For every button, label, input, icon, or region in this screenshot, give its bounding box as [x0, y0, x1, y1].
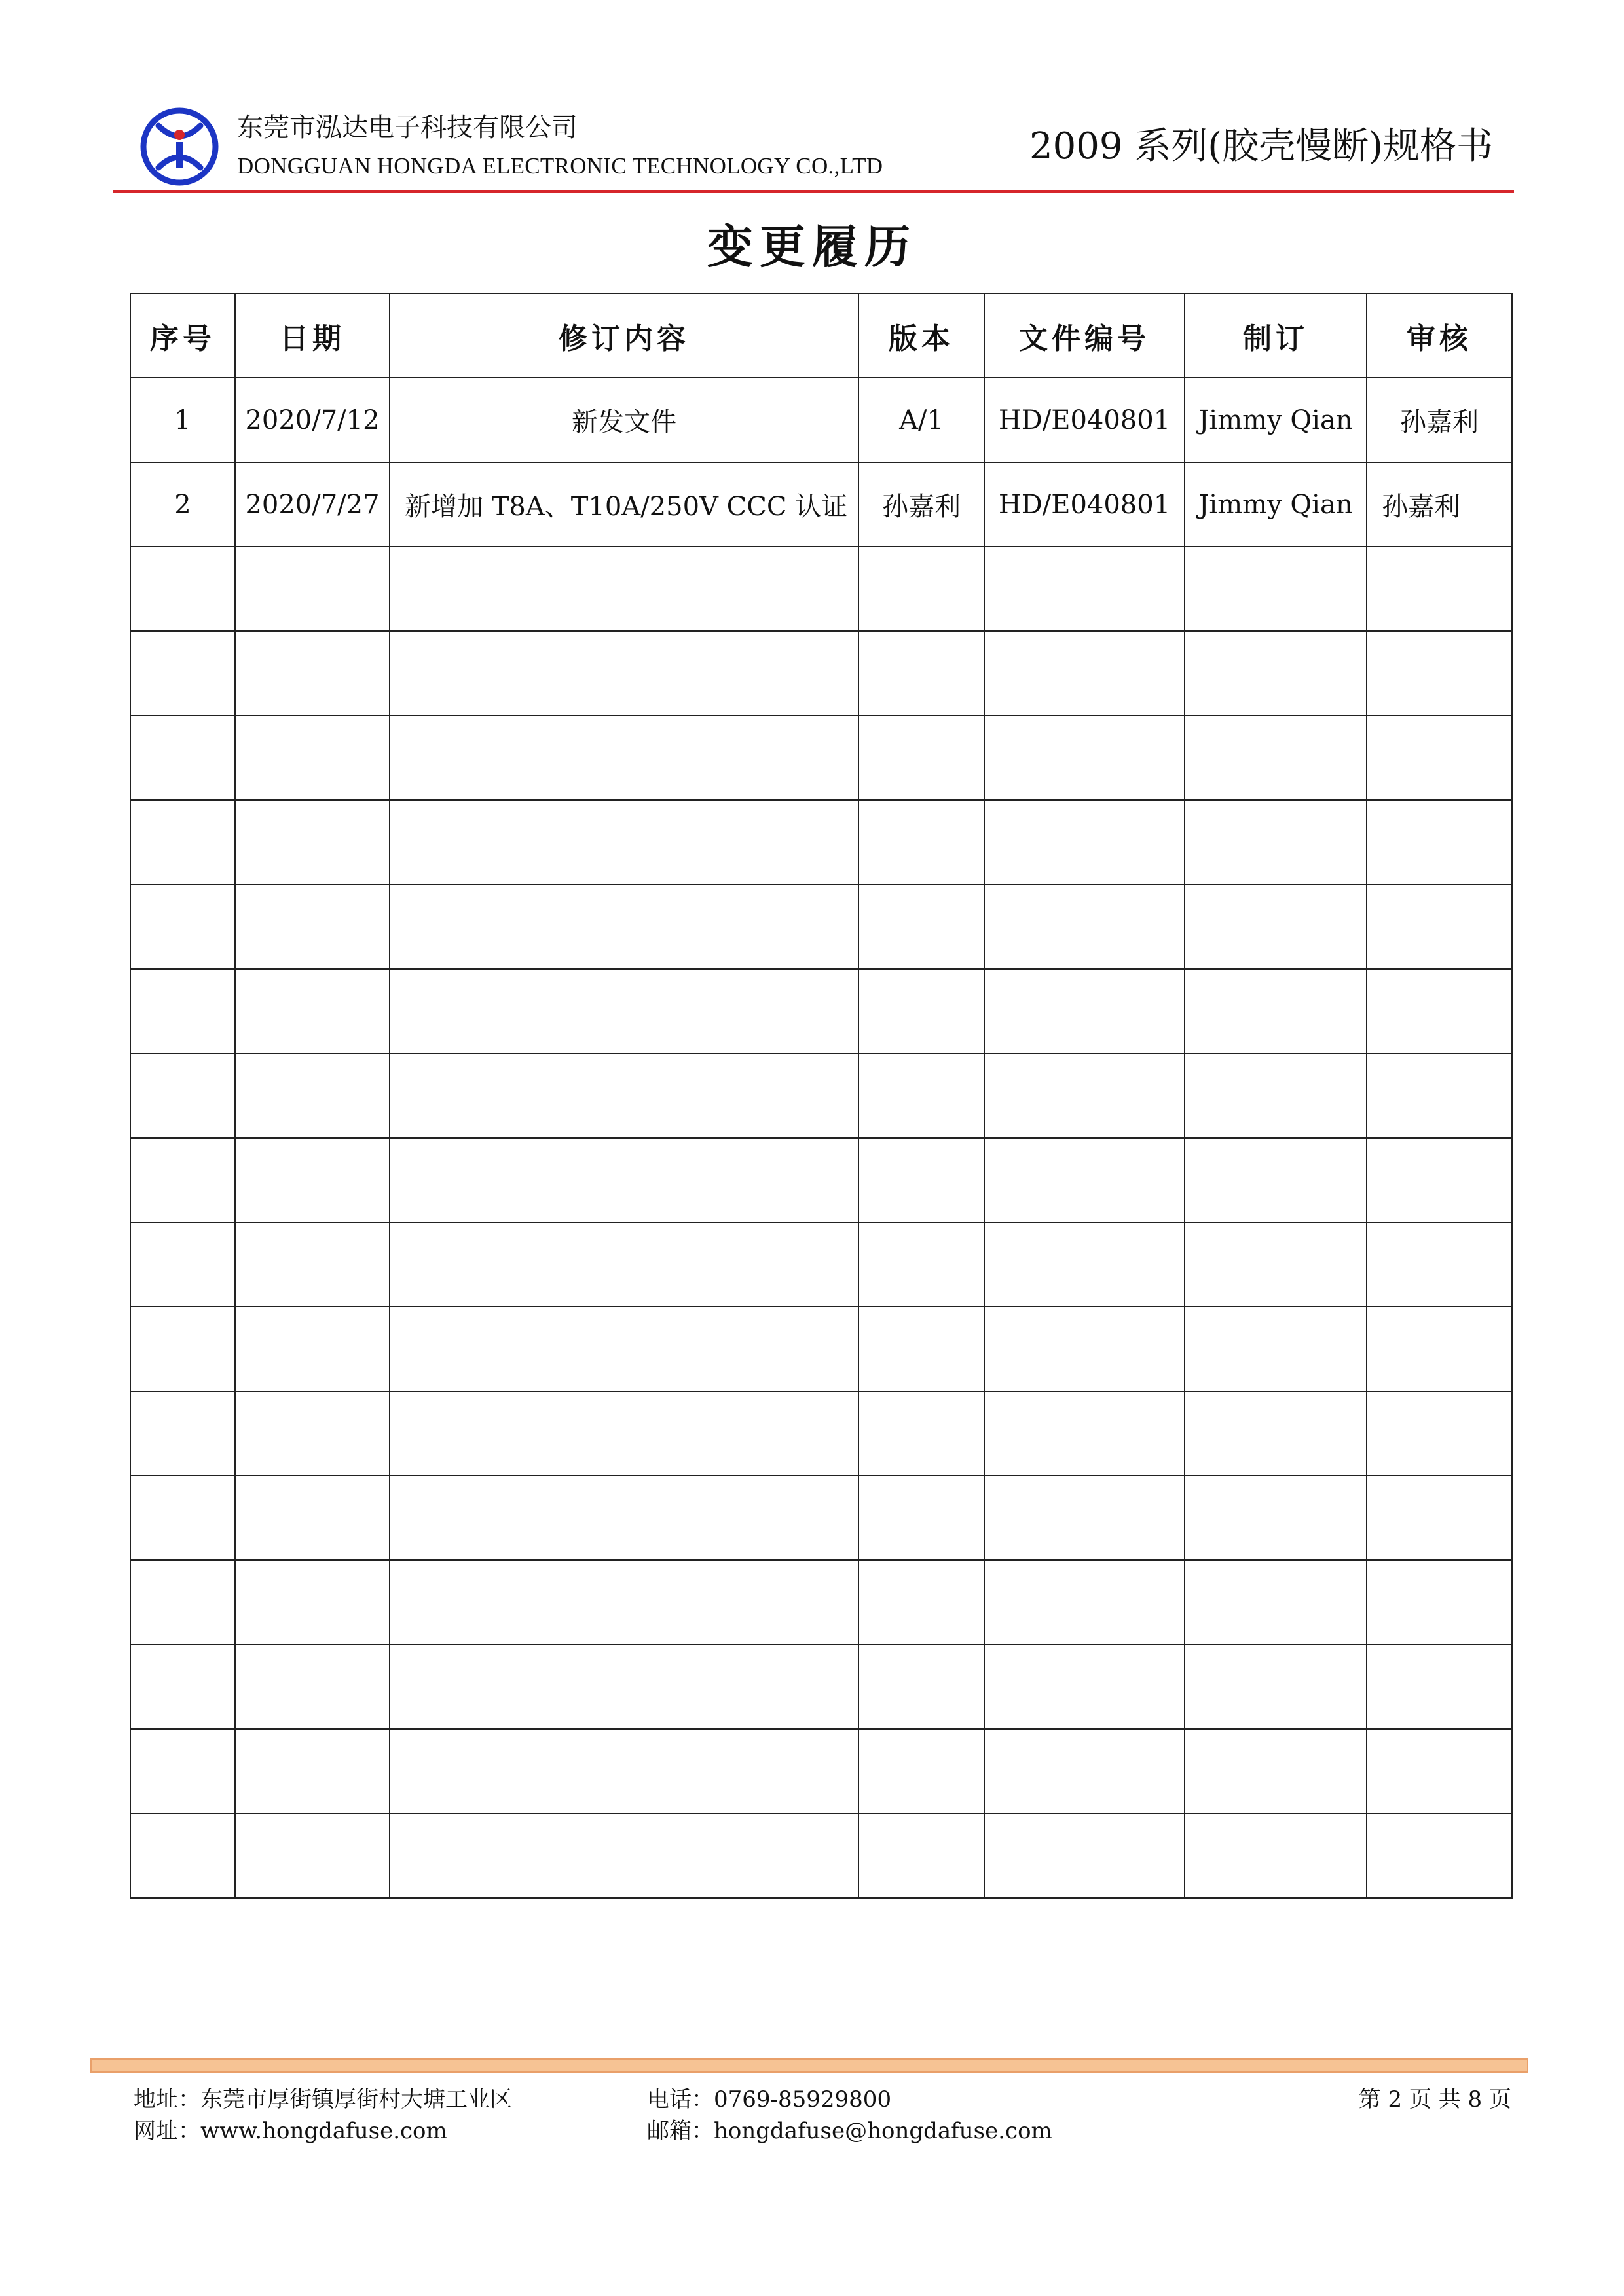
empty-cell — [858, 1053, 984, 1138]
empty-cell — [390, 1476, 858, 1560]
empty-cell — [858, 1813, 984, 1898]
empty-cell — [130, 631, 235, 716]
col-header-content: 修订内容 — [390, 293, 858, 378]
empty-cell — [235, 547, 390, 631]
empty-cell — [1367, 1645, 1512, 1729]
empty-cell — [130, 1222, 235, 1307]
empty-cell — [1367, 884, 1512, 969]
empty-cell — [390, 1138, 858, 1222]
empty-cell — [858, 1222, 984, 1307]
empty-cell — [1185, 884, 1367, 969]
empty-cell — [130, 1645, 235, 1729]
revision-history-table — [130, 293, 1513, 1899]
empty-cell — [1185, 631, 1367, 716]
cell-doc-number: HD/E040801 — [984, 378, 1185, 462]
table-row-empty — [130, 1307, 1512, 1391]
hongda-logo-icon — [139, 106, 220, 187]
table-row-empty — [130, 1645, 1512, 1729]
cell-seq: 2 — [130, 462, 235, 547]
table-row-empty — [130, 884, 1512, 969]
empty-cell — [1185, 716, 1367, 800]
empty-cell — [984, 547, 1185, 631]
empty-cell — [1185, 969, 1367, 1053]
empty-cell — [390, 631, 858, 716]
cell-reviewer: 孙嘉利 — [1367, 462, 1512, 547]
table-row-empty — [130, 1476, 1512, 1560]
empty-cell — [390, 884, 858, 969]
empty-cell — [858, 969, 984, 1053]
empty-cell — [984, 884, 1185, 969]
empty-cell — [1185, 1476, 1367, 1560]
empty-cell — [235, 1222, 390, 1307]
table-row-empty — [130, 716, 1512, 800]
footer-page-number: 第 2 页 共 8 页 — [1358, 2086, 1511, 2113]
empty-cell — [1185, 1560, 1367, 1645]
empty-cell — [235, 1476, 390, 1560]
col-header-seq: 序号 — [130, 293, 235, 378]
table-row-empty — [130, 631, 1512, 716]
empty-cell — [858, 547, 984, 631]
empty-cell — [858, 1391, 984, 1476]
empty-cell — [390, 716, 858, 800]
empty-cell — [390, 1645, 858, 1729]
empty-cell — [130, 1138, 235, 1222]
empty-cell — [858, 1307, 984, 1391]
empty-cell — [235, 800, 390, 884]
empty-cell — [1367, 1307, 1512, 1391]
empty-cell — [1367, 1560, 1512, 1645]
empty-cell — [130, 1813, 235, 1898]
table-row-empty — [130, 1729, 1512, 1813]
document-title: 2009 系列(胶壳慢断)规格书 — [1029, 125, 1493, 168]
footer-email: 邮箱：hongdafuse@hongdafuse.com — [647, 2118, 1052, 2144]
footer-address: 地址：东莞市厚街镇厚街村大塘工业区 — [134, 2086, 512, 2113]
empty-cell — [1185, 1138, 1367, 1222]
cell-doc-number: HD/E040801 — [984, 462, 1185, 547]
empty-cell — [390, 969, 858, 1053]
empty-cell — [984, 631, 1185, 716]
table-row-empty — [130, 1222, 1512, 1307]
empty-cell — [984, 1813, 1185, 1898]
empty-cell — [1185, 1053, 1367, 1138]
table-row-empty — [130, 1053, 1512, 1138]
empty-cell — [130, 969, 235, 1053]
col-header-author: 制订 — [1185, 293, 1367, 378]
empty-cell — [130, 800, 235, 884]
empty-cell — [235, 1813, 390, 1898]
empty-cell — [984, 1138, 1185, 1222]
empty-cell — [130, 1729, 235, 1813]
empty-cell — [1185, 1813, 1367, 1898]
empty-cell — [235, 884, 390, 969]
empty-cell — [390, 1729, 858, 1813]
empty-cell — [235, 631, 390, 716]
empty-cell — [130, 716, 235, 800]
empty-cell — [235, 1645, 390, 1729]
col-header-version: 版本 — [858, 293, 984, 378]
empty-cell — [858, 1560, 984, 1645]
empty-cell — [1185, 1391, 1367, 1476]
empty-cell — [984, 1307, 1185, 1391]
cell-version: A/1 — [858, 378, 984, 462]
cell-date: 2020/7/27 — [235, 462, 390, 547]
empty-cell — [984, 1729, 1185, 1813]
empty-cell — [1367, 547, 1512, 631]
empty-cell — [390, 1813, 858, 1898]
cell-seq: 1 — [130, 378, 235, 462]
empty-cell — [858, 1729, 984, 1813]
header-divider — [113, 190, 1514, 193]
empty-cell — [984, 969, 1185, 1053]
empty-cell — [1367, 1222, 1512, 1307]
col-header-reviewer: 审核 — [1367, 293, 1512, 378]
cell-version: 孙嘉利 — [858, 462, 984, 547]
empty-cell — [235, 1391, 390, 1476]
empty-cell — [858, 1645, 984, 1729]
company-name-cn: 东莞市泓达电子科技有限公司 — [237, 113, 578, 143]
empty-cell — [1185, 1222, 1367, 1307]
footer-website: 网址：www.hongdafuse.com — [134, 2118, 447, 2144]
footer-band — [90, 2058, 1528, 2073]
empty-cell — [235, 1560, 390, 1645]
cell-content: 新发文件 — [390, 378, 858, 462]
table-row-empty — [130, 800, 1512, 884]
empty-cell — [235, 1307, 390, 1391]
empty-cell — [235, 969, 390, 1053]
empty-cell — [1185, 1645, 1367, 1729]
table-row — [130, 378, 1512, 462]
empty-cell — [984, 1222, 1185, 1307]
empty-cell — [1185, 547, 1367, 631]
empty-cell — [1367, 1053, 1512, 1138]
cell-author: Jimmy Qian — [1185, 462, 1367, 547]
cell-content: 新增加 T8A、T10A/250V CCC 认证 — [390, 462, 858, 547]
empty-cell — [984, 800, 1185, 884]
empty-cell — [390, 547, 858, 631]
page-title: 变更履历 — [707, 219, 917, 274]
empty-cell — [235, 1138, 390, 1222]
empty-cell — [858, 1476, 984, 1560]
cell-author: Jimmy Qian — [1185, 378, 1367, 462]
table-header-row — [130, 293, 1512, 378]
table-row — [130, 462, 1512, 547]
empty-cell — [1367, 1391, 1512, 1476]
company-name-en: DONGGUAN HONGDA ELECTRONIC TECHNOLOGY CO.,LTD — [237, 153, 883, 179]
empty-cell — [984, 1476, 1185, 1560]
table-row-empty — [130, 1560, 1512, 1645]
empty-cell — [984, 716, 1185, 800]
empty-cell — [390, 1560, 858, 1645]
empty-cell — [1367, 631, 1512, 716]
empty-cell — [984, 1645, 1185, 1729]
cell-reviewer: 孙嘉利 — [1367, 378, 1512, 462]
empty-cell — [130, 1053, 235, 1138]
empty-cell — [984, 1560, 1185, 1645]
empty-cell — [1367, 1729, 1512, 1813]
col-header-date: 日期 — [235, 293, 390, 378]
empty-cell — [390, 1307, 858, 1391]
empty-cell — [858, 631, 984, 716]
empty-cell — [130, 1476, 235, 1560]
empty-cell — [858, 716, 984, 800]
empty-cell — [1185, 1307, 1367, 1391]
empty-cell — [1185, 800, 1367, 884]
empty-cell — [1367, 1476, 1512, 1560]
empty-cell — [1367, 1138, 1512, 1222]
empty-cell — [130, 1560, 235, 1645]
empty-cell — [130, 884, 235, 969]
empty-cell — [858, 1138, 984, 1222]
empty-cell — [390, 1053, 858, 1138]
table-row-empty — [130, 547, 1512, 631]
col-header-doc-number: 文件编号 — [984, 293, 1185, 378]
empty-cell — [390, 1222, 858, 1307]
table-row-empty — [130, 1138, 1512, 1222]
empty-cell — [235, 1729, 390, 1813]
empty-cell — [984, 1053, 1185, 1138]
cell-date: 2020/7/12 — [235, 378, 390, 462]
empty-cell — [235, 716, 390, 800]
empty-cell — [130, 1307, 235, 1391]
empty-cell — [1367, 800, 1512, 884]
empty-cell — [390, 800, 858, 884]
empty-cell — [235, 1053, 390, 1138]
table-row-empty — [130, 969, 1512, 1053]
empty-cell — [858, 884, 984, 969]
empty-cell — [1185, 1729, 1367, 1813]
empty-cell — [130, 547, 235, 631]
footer-phone: 电话：0769-85929800 — [647, 2086, 892, 2113]
empty-cell — [1367, 1813, 1512, 1898]
empty-cell — [984, 1391, 1185, 1476]
empty-cell — [390, 1391, 858, 1476]
empty-cell — [858, 800, 984, 884]
empty-cell — [130, 1391, 235, 1476]
empty-cell — [1367, 969, 1512, 1053]
empty-cell — [1367, 716, 1512, 800]
table-row-empty — [130, 1813, 1512, 1898]
table-row-empty — [130, 1391, 1512, 1476]
